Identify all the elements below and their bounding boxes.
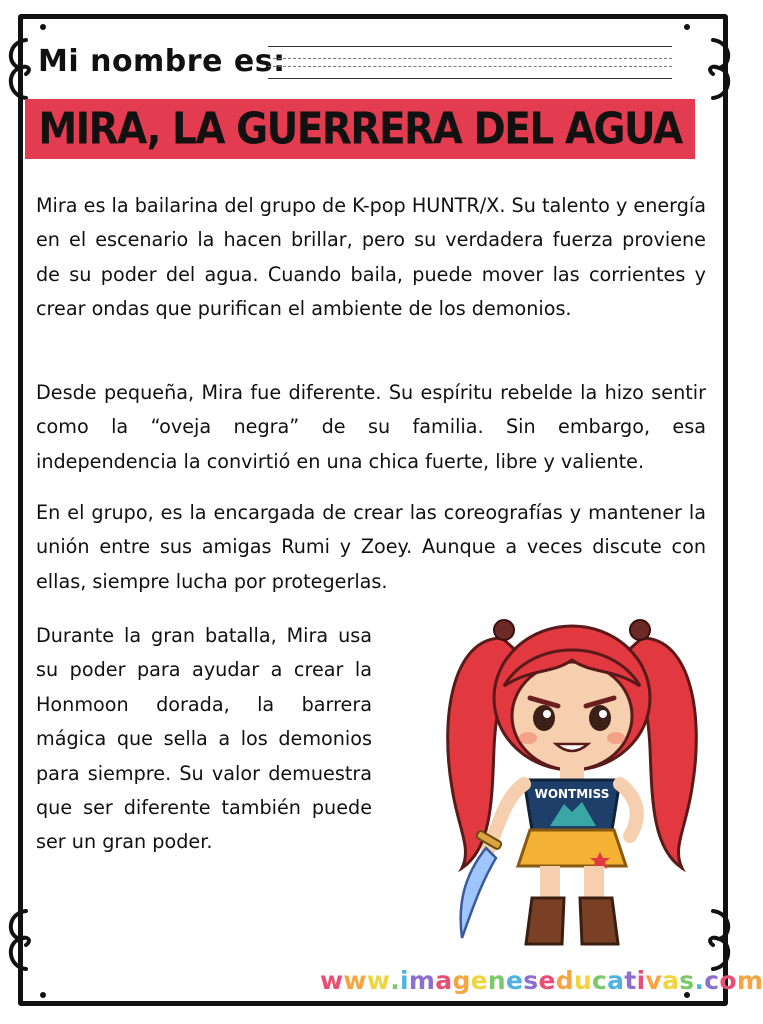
website-letter: s — [679, 966, 695, 995]
website-letter: e — [470, 966, 488, 995]
swirl-ornament-top-left — [2, 34, 36, 104]
website-footer-link[interactable] — [320, 966, 763, 995]
paragraph-1: Mira es la bailarina del grupo de K-pop HUNTR/X. Su talento y energía en el escenario la hacen brillar, pero su verdadera fuerza proviene de su poder del agua. Cuando baila, puede mover las corrientes y crear ondas que purifican el ambiente de los demonios. — [36, 194, 706, 321]
website-letter: . — [390, 966, 401, 995]
name-field-row — [38, 36, 678, 86]
website-letter: n — [487, 966, 507, 995]
page-title: MIRA, LA GUERRERA DEL AGUA — [38, 103, 682, 155]
decorative-dot — [40, 992, 46, 998]
decorative-dot — [684, 24, 690, 30]
website-letter: a — [435, 966, 453, 995]
website-letter: w — [320, 966, 344, 995]
website-letter: g — [452, 966, 471, 995]
website-letter: o — [719, 966, 737, 995]
website-letter: w — [366, 966, 391, 995]
shirt-text: WONTMISS — [534, 787, 610, 801]
writing-line-top — [268, 46, 672, 47]
website-letter: i — [636, 966, 646, 995]
website-letter: t — [624, 966, 637, 995]
name-writing-lines[interactable] — [268, 40, 672, 80]
website-letter: w — [343, 966, 367, 995]
website-letter: m — [736, 966, 763, 995]
swirl-ornament-top-right — [703, 34, 737, 104]
website-letter: d — [555, 966, 574, 995]
website-letter: i — [400, 966, 409, 995]
website-letter: c — [704, 966, 720, 995]
website-letter: e — [506, 966, 524, 995]
website-letter: a — [662, 966, 680, 995]
website-letter: m — [408, 966, 436, 995]
website-letter: v — [645, 966, 663, 995]
paragraph-3: En el grupo, es la encargada de crear las coreografías y mantener la unión entre sus amigas Rumi y Zoey. Aunque a veces discute con ellas, siempre lucha por protegerlas. — [36, 501, 706, 593]
writing-line-dashed — [268, 58, 672, 59]
website-letter: e — [538, 966, 556, 995]
website-letter: c — [592, 966, 608, 995]
name-label: Mi nombre es: — [38, 44, 286, 79]
website-letter: u — [573, 966, 593, 995]
swirl-ornament-bottom-left — [2, 905, 36, 975]
website-letter: a — [607, 966, 625, 995]
mira-character-illustration — [432, 598, 712, 958]
decorative-dot — [40, 24, 46, 30]
paragraph-2: Desde pequeña, Mira fue diferente. Su espíritu rebelde la hizo sentir como la “oveja negra” de su familia. Sin embargo, esa independencia la convirtió en una chica fuerte, libre y valiente. — [36, 381, 706, 473]
title-banner — [25, 99, 695, 159]
paragraph-4: Durante la gran batalla, Mira usa su poder para ayudar a crear la Honmoon dorada, la barrera mágica que sella a los demonios para siempre. Su valor demuestra que ser diferente también puede ser un gran poder. — [36, 624, 372, 854]
writing-line-dashed — [268, 66, 672, 67]
website-letter: s — [523, 966, 539, 995]
writing-line-bottom — [268, 78, 672, 79]
website-letter: . — [694, 966, 705, 995]
